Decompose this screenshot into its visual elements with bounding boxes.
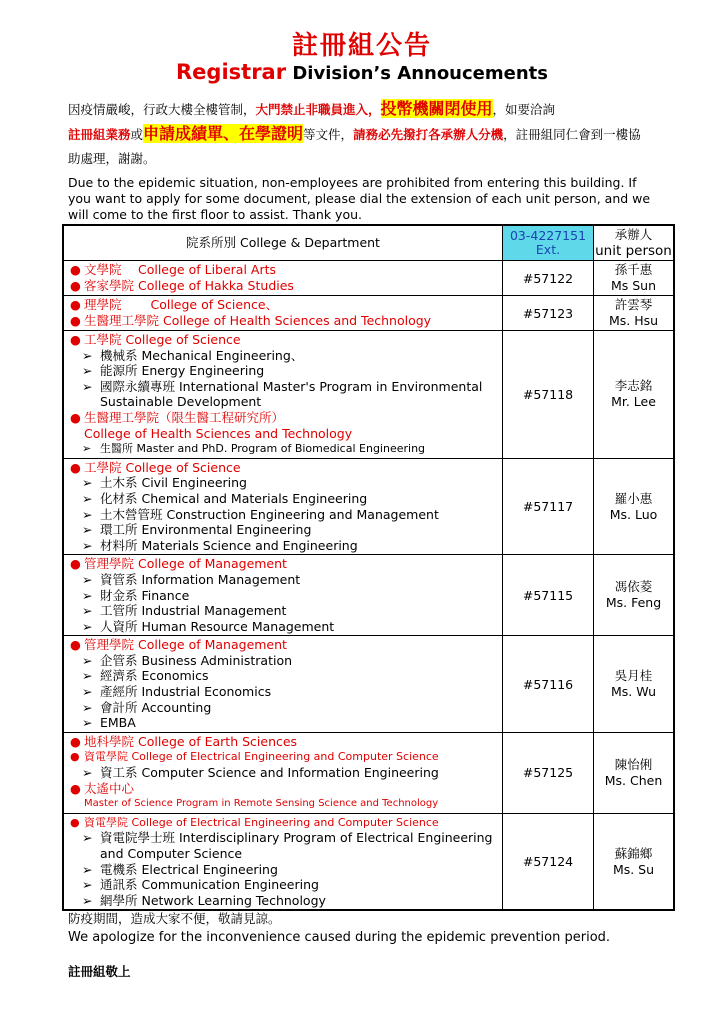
department-item: ➢ 環工所 Environmental Engineering [82, 522, 312, 538]
person-cell: 吳月桂 Ms. Wu [594, 636, 675, 733]
department-item: ➢ 電機系 Electrical Engineering [82, 861, 278, 877]
bullet-icon: ● [70, 780, 81, 796]
dept-cell [63, 555, 503, 636]
dept-cell [63, 296, 503, 331]
bullet-icon: ● [70, 815, 80, 829]
intro-chinese [68, 97, 648, 171]
table-row [63, 555, 674, 636]
arrow-icon: ➢ [82, 475, 93, 491]
department-item: ➢ 資電院學士班 Interdisciplinary Program of Electrical Engineering and Computer Science [82, 830, 493, 861]
dept-cell [63, 636, 503, 733]
college-item: ● 資電學院 College of Electrical Engineering and Computer Science [70, 750, 439, 764]
arrow-icon: ➢ [82, 618, 93, 634]
arrow-icon: ➢ [82, 892, 93, 908]
bullet-icon: ● [70, 332, 81, 347]
intro-zh-registrar: 註冊組業務 [68, 127, 131, 142]
arrow-icon: ➢ [82, 571, 93, 587]
college-item: ● 文學院 College of Liberal Arts [70, 262, 277, 278]
table-header-row [63, 225, 674, 261]
college-item: ● 生醫理工學院（限生醫工程研究所） [70, 409, 285, 425]
dept-cell [63, 331, 503, 459]
bullet-icon: ● [70, 262, 81, 278]
department-item: ➢ 網學所 Network Learning Technology [82, 892, 326, 908]
arrow-icon: ➢ [82, 363, 93, 379]
bullet-icon: ● [70, 750, 80, 764]
department-item: ➢ 材料所 Materials Science and Engineering [82, 537, 358, 553]
header-ext-label: Ext. [535, 242, 561, 257]
ext-cell: #57123 [503, 296, 594, 331]
subtitle-rest: Division’s Annoucements [286, 63, 548, 84]
college-item: ● 理學院 College of Science、 [70, 297, 279, 313]
intro-zh-part: 等文件， [303, 127, 354, 142]
ext-cell: #57122 [503, 261, 594, 296]
intro-english: Due to the epidemic situation, non-employees are prohibited from entering this building. If you want to apply for some document, please dial the extension of each unit person, and we will come to the first floor to assist. Thank you. [68, 175, 651, 222]
page-title: 註冊組公告 [291, 31, 432, 61]
dept-cell [63, 261, 503, 296]
bullet-icon: ● [70, 409, 81, 425]
header-phone: 03-4227151 [509, 228, 587, 243]
department-item: ➢ 土木營管班 Construction Engineering and Management [82, 506, 439, 522]
arrow-icon: ➢ [82, 861, 93, 877]
bullet-icon: ● [70, 733, 81, 749]
department-item: ➢ EMBA [82, 715, 136, 731]
arrow-icon: ➢ [82, 522, 93, 538]
college-item: ● 工學院 College of Science [70, 459, 241, 475]
arrow-icon: ➢ [82, 537, 93, 553]
subtitle-registrar: Registrar [176, 60, 287, 84]
department-item: ➢ 土木系 Civil Engineering [82, 475, 247, 491]
department-item: ➢ 人資所 Human Resource Management [82, 618, 335, 634]
arrow-icon: ➢ [82, 587, 93, 603]
ext-cell: #57118 [503, 331, 594, 459]
header-person-en: unit person [595, 243, 672, 259]
arrow-icon: ➢ [82, 877, 93, 893]
dept-cell [63, 458, 503, 555]
intro-zh-part: 因疫情嚴峻，行政大樓全樓管制， [68, 102, 256, 117]
arrow-icon: ➢ [82, 506, 93, 522]
department-item: ➢ 會計所 Accounting [82, 699, 212, 715]
signoff: 註冊組敬上 [68, 964, 131, 979]
college-item: ● 太遙中心 [70, 780, 135, 796]
arrow-icon: ➢ [82, 668, 93, 684]
table-row [63, 261, 674, 296]
college-item-en: College of Health Sciences and Technology [84, 425, 353, 441]
table-row [63, 732, 674, 813]
department-item: ➢ 資工系 Computer Science and Information Engineering [82, 765, 439, 781]
bullet-icon: ● [70, 278, 81, 293]
ext-cell: #57115 [503, 555, 594, 636]
intro-zh-part: 或 [130, 127, 144, 142]
dept-cell [63, 732, 503, 813]
header-dept: 院系所別 College & Department [63, 225, 503, 261]
department-item: ➢ 機械系 Mechanical Engineering、 [82, 347, 304, 363]
header-person [594, 225, 675, 261]
intro-zh-part: ，註冊組同仁會到一樓協助處理，謝謝。 [68, 127, 641, 166]
arrow-icon: ➢ [82, 652, 93, 668]
ext-cell: #57117 [503, 458, 594, 555]
arrow-icon: ➢ [82, 684, 93, 700]
person-cell: 陳怡俐 Ms. Chen [594, 732, 675, 813]
college-item: ● 管理學院 College of Management [70, 556, 287, 572]
department-item: ➢ 化材系 Chemical and Materials Engineering [82, 490, 368, 506]
department-item: ➢ 能源所 Energy Engineering [82, 363, 265, 379]
arrow-icon: ➢ [82, 715, 93, 731]
bullet-icon: ● [70, 637, 81, 653]
intro-zh-part: ，如要洽詢 [492, 102, 556, 117]
college-item: ● 地科學院 College of Earth Sciences [70, 733, 298, 749]
department-item: ➢ 產經所 Industrial Economics [82, 684, 272, 700]
intro-zh-transcript: 申請成績單、在學證明 [143, 124, 304, 143]
department-item: ➢ 國際永續專班 International Master's Program in Environmental Sustainable Development [82, 378, 483, 410]
department-item: ➢ 企管系 Business Administration [82, 652, 293, 668]
college-item: ● 資電學院 College of Electrical Engineering and Computer Science [70, 815, 439, 829]
table-row [63, 296, 674, 331]
arrow-icon: ➢ [82, 830, 93, 846]
department-item: ➢ 資管系 Information Management [82, 571, 301, 587]
arrow-icon: ➢ [82, 765, 93, 781]
bullet-icon: ● [70, 313, 81, 328]
college-item: ● 客家學院 College of Hakka Studies [70, 278, 294, 293]
header-ext [503, 225, 594, 261]
intro-zh-coin-machine: 投幣機關閉使用 [380, 99, 493, 118]
person-cell: 許雲琴 Ms. Hsu [594, 296, 675, 331]
ext-cell: #57125 [503, 732, 594, 813]
ext-cell: #57116 [503, 636, 594, 733]
department-item: ➢ 生醫所 Master and PhD. Program of Biomedical Engineering [82, 442, 426, 456]
table-row [63, 813, 674, 910]
bullet-icon: ● [70, 297, 81, 313]
page-subtitle [0, 60, 724, 84]
department-item: ➢ 財金系 Finance [82, 587, 190, 603]
college-item: ● 工學院 College of Science [70, 332, 241, 347]
arrow-icon: ➢ [82, 442, 92, 456]
department-item: ➢ 工管所 Industrial Management [82, 603, 287, 619]
person-cell: 孫千惠 Ms Sun [594, 261, 675, 296]
bullet-icon: ● [70, 556, 81, 572]
college-item: ● 生醫理工學院 College of Health Sciences and Technology [70, 313, 432, 328]
person-cell: 羅小惠 Ms. Luo [594, 458, 675, 555]
person-cell: 蘇錦鄉 Ms. Su [594, 813, 675, 910]
header-person-zh: 承辦人 [614, 227, 653, 242]
footer-english: We apologize for the inconvenience caused during the epidemic prevention period. [68, 930, 611, 945]
college-item-en: Master of Science Program in Remote Sensing Science and Technology [84, 798, 439, 810]
intro-zh-no-entry: 大門禁止非職員進入， [255, 102, 381, 117]
arrow-icon: ➢ [82, 603, 93, 619]
person-cell: 馮依菱 Ms. Feng [594, 555, 675, 636]
table-row [63, 331, 674, 459]
college-item: ● 管理學院 College of Management [70, 637, 287, 653]
department-item: ➢ 通訊系 Communication Engineering [82, 877, 319, 893]
dept-cell [63, 813, 503, 910]
table-row [63, 458, 674, 555]
arrow-icon: ➢ [82, 347, 93, 363]
table-row [63, 636, 674, 733]
ext-cell: #57124 [503, 813, 594, 910]
bullet-icon: ● [70, 459, 81, 475]
arrow-icon: ➢ [82, 490, 93, 506]
person-cell: 李志銘 Mr. Lee [594, 331, 675, 459]
intro-zh-dial-ext: 請務必先撥打各承辦人分機 [353, 127, 504, 142]
arrow-icon: ➢ [82, 699, 93, 715]
arrow-icon: ➢ [82, 378, 93, 394]
contact-table [62, 224, 675, 911]
footer-chinese: 防疫期間，造成大家不便，敬請見諒。 [68, 911, 281, 926]
department-item: ➢ 經濟系 Economics [82, 668, 209, 684]
